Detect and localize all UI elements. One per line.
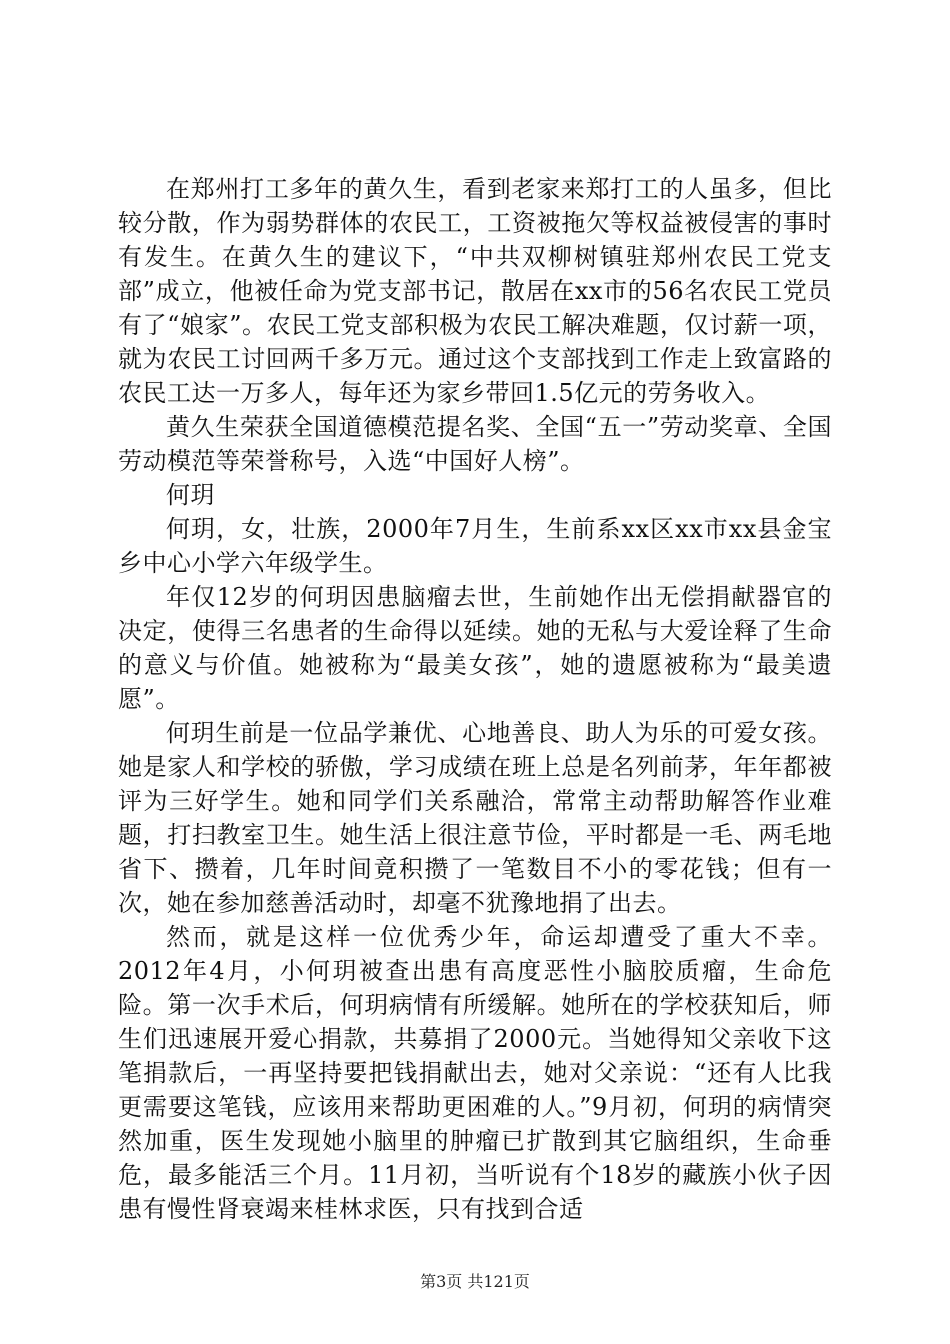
paragraph-he-yue-profile: 何玥，女，壮族，2000年7月生，生前系xx区xx市xx县金宝乡中心小学六年级学生。 <box>118 515 832 577</box>
paragraph-huang-jiusheng-honors: 黄久生荣获全国道德模范提名奖、全国“五一”劳动奖章、全国劳动模范等荣誉称号，入选“中国好人榜”。 <box>118 413 832 475</box>
section-heading-he-yue: 何玥 <box>166 481 215 509</box>
paragraph-huang-jiusheng-story: 在郑州打工多年的黄久生，看到老家来郑打工的人虽多，但比较分散，作为弱势群体的农民工，工资被拖欠等权益被侵害的事时有发生。在黄久生的建议下，“中共双柳树镇驻郑州农民工党支部”成立，他被任命为党支部书记，散居在xx市的56名农民工党员有了“娘家”。农民工党支部积极为农民工解决难题，仅讨薪一项，就为农民工讨回两千多万元。通过这个支部找到工作走上致富路的农民工达一万多人，每年还为家乡带回1.5亿元的劳务收入。 <box>118 175 832 407</box>
page-footer <box>0 1272 950 1292</box>
page-number-label: 第3页 共121页 <box>420 1272 530 1291</box>
paragraph-he-yue-illness: 然而，就是这样一位优秀少年，命运却遭受了重大不幸。2012年4月，小何玥被查出患有高度恶性小脑胶质瘤，生命危险。第一次手术后，何玥病情有所缓解。她所在的学校获知后，师生们迅速展开爱心捐款，共募捐了2000元。当她得知父亲收下这笔捐款后，一再坚持要把钱捐献出去，她对父亲说：“还有人比我更需要这笔钱，应该用来帮助更困难的人。”9月初，何玥的病情突然加重，医生发现她小脑里的肿瘤已扩散到其它脑组织，生命垂危，最多能活三个月。11月初，当听说有个18岁的藏族小伙子因患有慢性肾衰竭来桂林求医，只有找到合适 <box>118 923 832 1223</box>
paragraph-he-yue-character: 何玥生前是一位品学兼优、心地善良、助人为乐的可爱女孩。她是家人和学校的骄傲，学习成绩在班上总是名列前茅，年年都被评为三好学生。她和同学们关系融洽，常常主动帮助解答作业难题，打扫教室卫生。她生活上很注意节俭，平时都是一毛、两毛地省下、攒着，几年时间竟积攒了一笔数目不小的零花钱；但有一次，她在参加慈善活动时，却毫不犹豫地捐了出去。 <box>118 719 832 917</box>
paragraph-he-yue-donation: 年仅12岁的何玥因患脑瘤去世，生前她作出无偿捐献器官的决定，使得三名患者的生命得以延续。她的无私与大爱诠释了生命的意义与价值。她被称为“最美女孩”，她的遗愿被称为“最美遗愿”。 <box>118 583 832 713</box>
document-body <box>118 172 832 1226</box>
